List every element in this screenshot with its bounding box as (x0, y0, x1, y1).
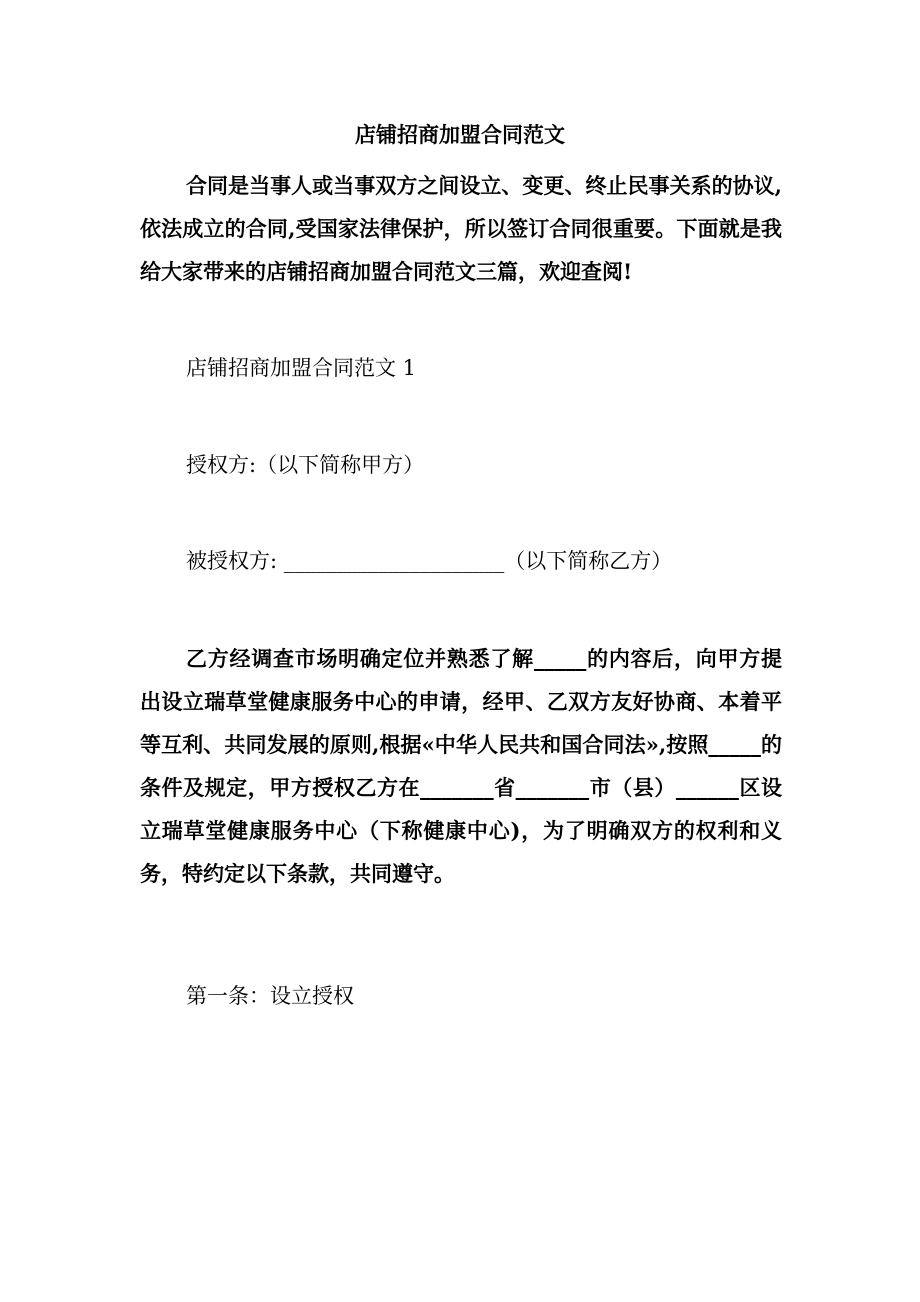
intro-paragraph: 合同是当事人或当事双方之间设立、变更、终止民事关系的协议,依法成立的合同,受国家法律保护，所以签订合同很重要。下面就是我给大家带来的店铺招商加盟合同范文三篇，欢迎查阅! (140, 173, 782, 284)
grantee-line: 被授权方: _____________________（以下简称乙方） (186, 549, 673, 573)
grantor-line: 授权方:（以下简称甲方） (186, 453, 425, 477)
document-title: 店铺招商加盟合同范文 (355, 122, 565, 147)
body-paragraph: 乙方经调查市场明确定位并熟悉了解_____的内容后，向甲方提出设立瑞草堂健康服务中心的申请，经甲、乙双方友好协商、本着平等互利、共同发展的原则,根据«中华人民共和国合同法»,按照_____的条件及规定，甲方授权乙方在_______省_______市（县）______区设立瑞草堂健康服务中心（下称健康中心)，为了明确双方的权利和义务，特约定以下条款，共同遵守。 (140, 646, 782, 886)
section-heading: 店铺招商加盟合同范文 1 (186, 356, 417, 380)
article-heading: 第一条：设立授权 (186, 984, 354, 1008)
